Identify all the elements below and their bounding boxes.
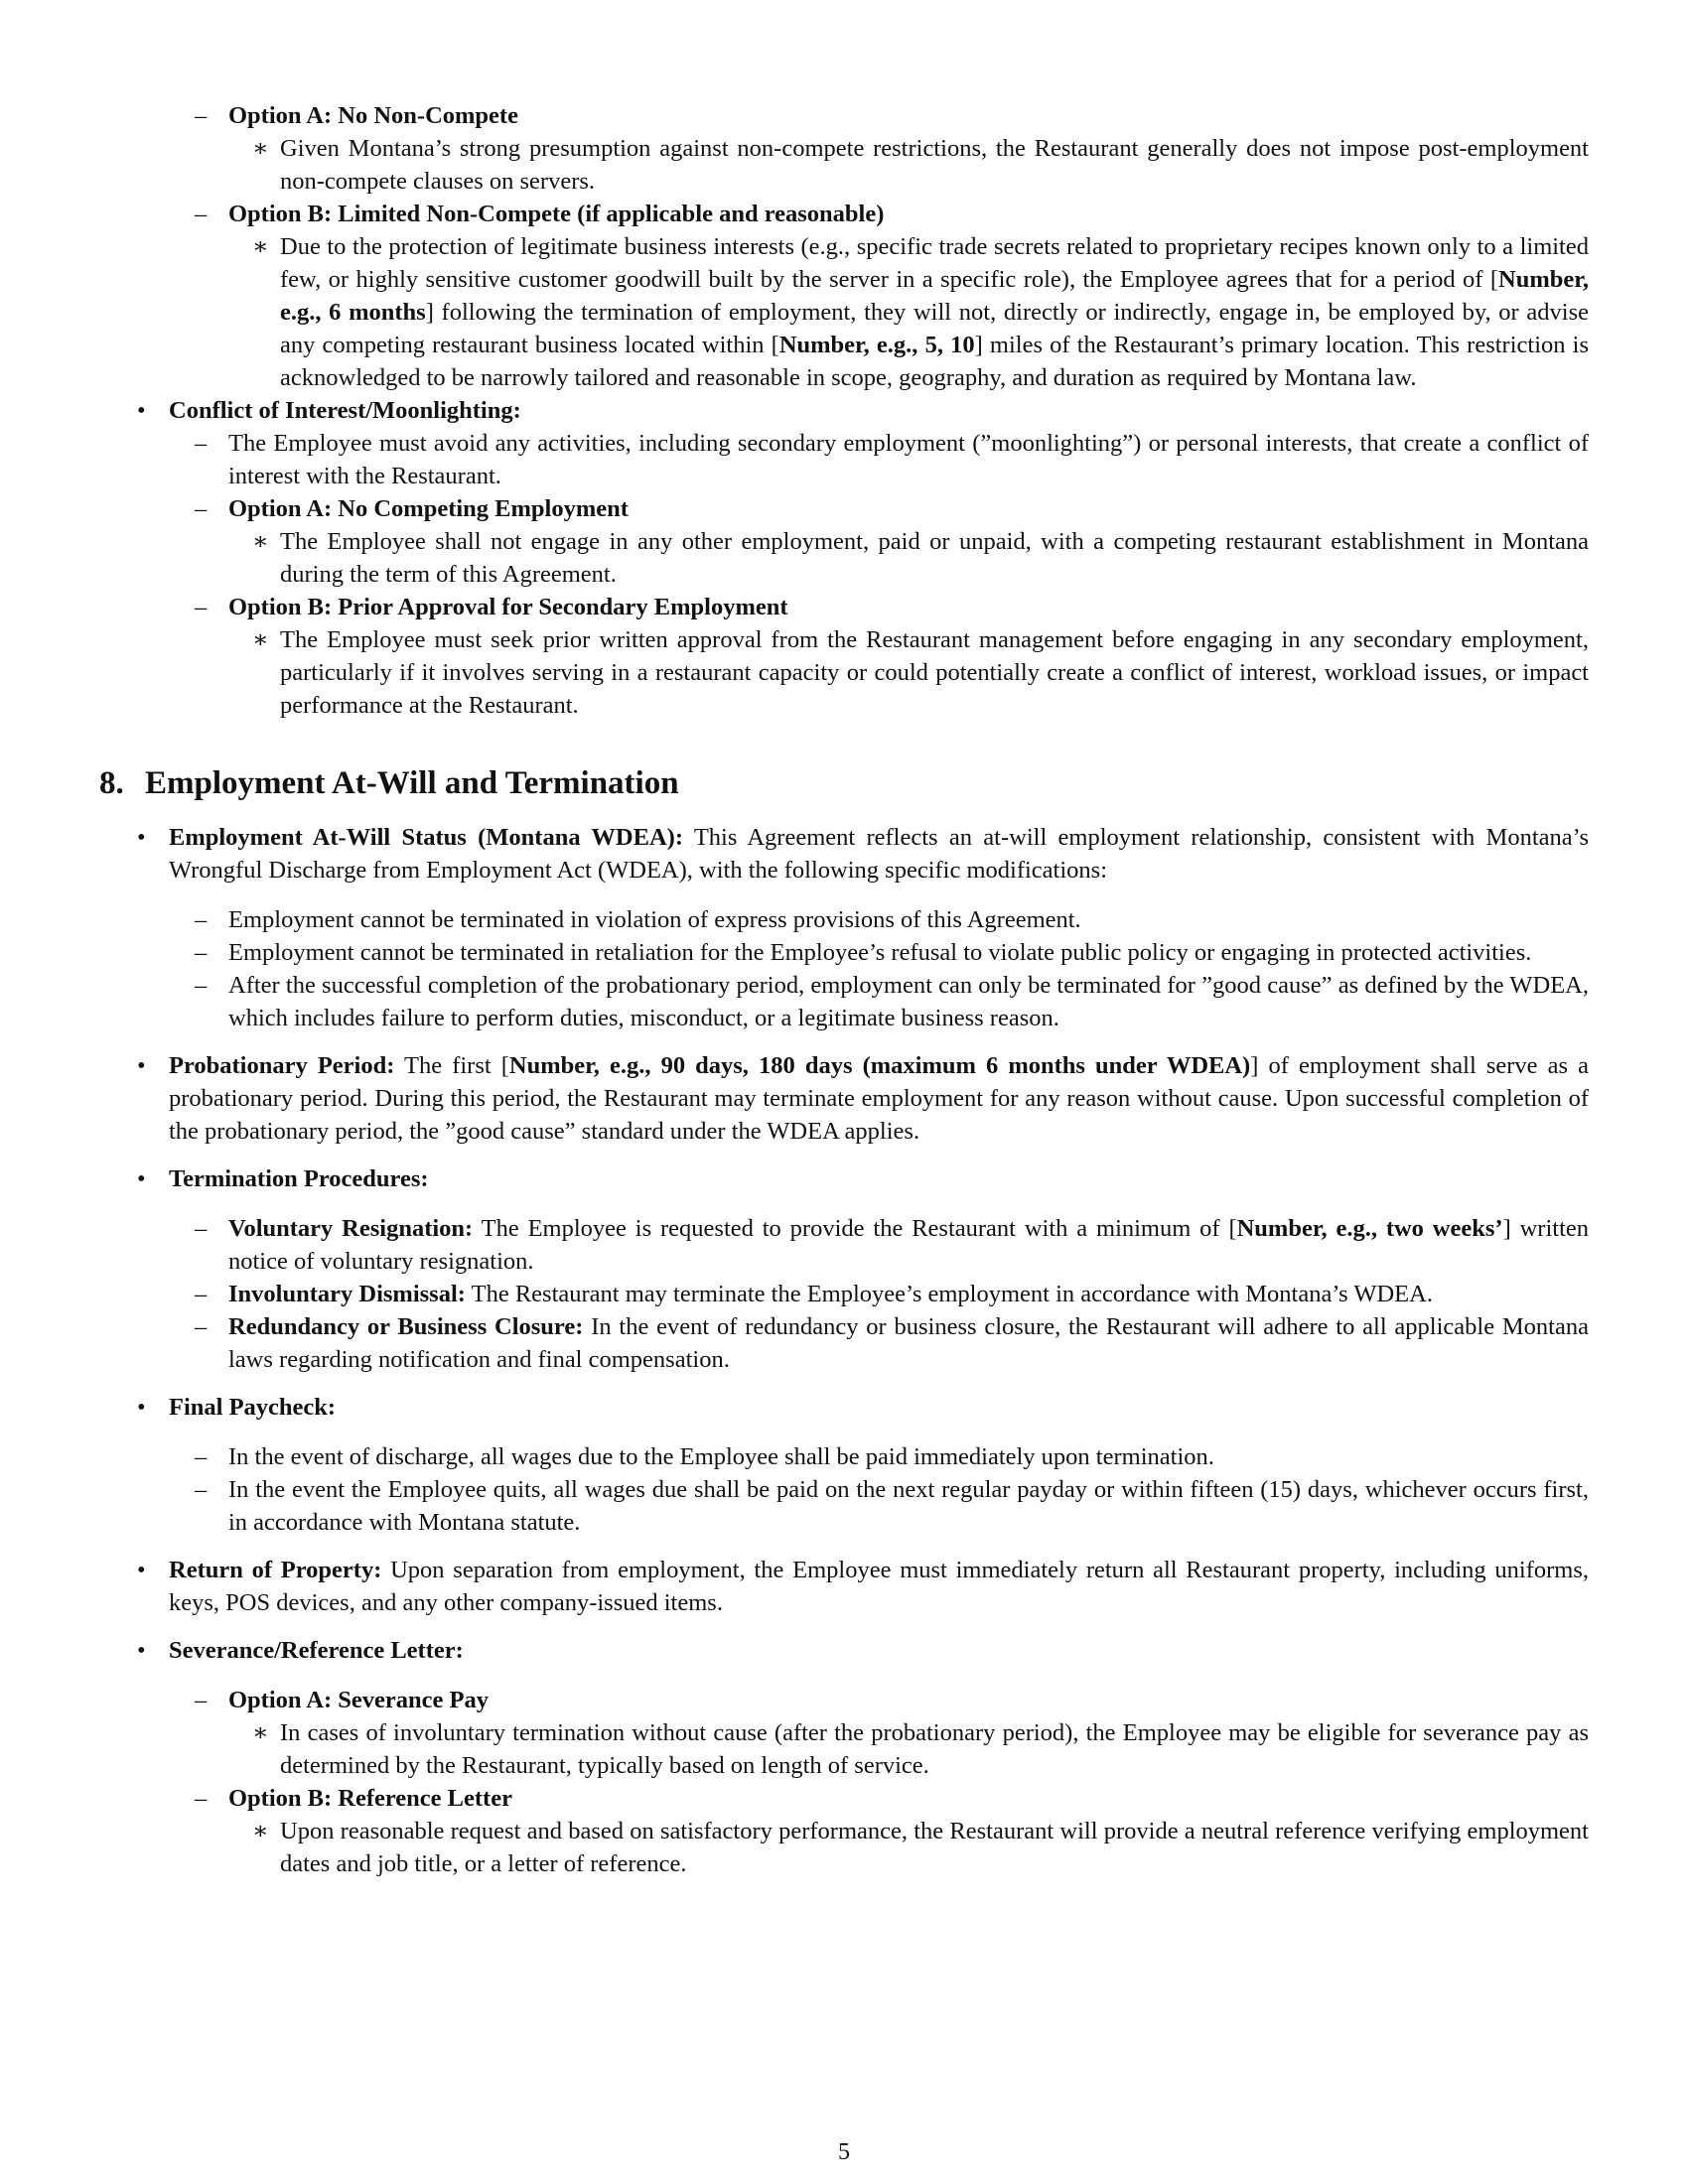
dash-marker: – [195,102,208,129]
star-marker: ∗ [252,233,269,260]
at-will-sub-item [99,903,1589,936]
conflict-option-a-detail [99,525,1589,591]
conflict-option-b [99,591,1589,623]
star-marker: ∗ [252,135,269,162]
text-segment: ] written notice of voluntary resignation. [228,1215,1590,1275]
text-segment: Due to the protection of legitimate business interests (e.g., specific trade secrets related to proprietary recipes known only to a limited few, or highly sensitive customer goodwill built by the server in a specific role), the Employee agrees that for a period of [ [280,233,1589,293]
option-title: Option B: Prior Approval for Secondary Employment [228,594,788,620]
page-content [99,99,1589,1880]
option-text: Upon reasonable request and based on satisfactory performance, the Restaurant will provide a neutral reference verifying employment dates and job title, or a letter of reference. [280,1818,1589,1877]
placeholder-miles: Number, e.g., 5, 10 [778,332,975,358]
bullet-marker: • [137,1165,146,1192]
dash-marker: – [195,1313,208,1340]
option-title: Option B: Reference Letter [228,1785,512,1812]
star-marker: ∗ [252,626,269,653]
non-compete-option-b [99,198,1589,230]
item-title: Severance/Reference Letter: [169,1637,464,1664]
at-will-sub-item [99,969,1589,1034]
option-text: Given Montana’s strong presumption against non-compete restrictions, the Restaurant generally does not impose post-employment non-compete clauses on servers. [280,135,1589,195]
option-title: Option A: No Non-Compete [228,102,518,129]
non-compete-option-a [99,99,1589,132]
final-paycheck-item [99,1391,1589,1424]
severance-option-a-detail [99,1716,1589,1782]
text-segment: The Employee is requested to provide the Restaurant with a minimum of [ [473,1215,1237,1242]
sub-item-title: Involuntary Dismissal: [228,1281,466,1307]
item-title: Employment At-Will Status (Montana WDEA): [169,824,683,851]
involuntary-dismissal [99,1278,1589,1310]
bullet-marker: • [137,1394,146,1421]
option-title: Option A: No Competing Employment [228,495,629,522]
item-text: Upon separation from employment, the Employee must immediately return all Restaurant property, including uniforms, keys, POS devices, and any other company-issued items. [169,1557,1589,1616]
placeholder-probation-length: Number, e.g., 90 days, 180 days (maximum 6 months under WDEA) [508,1052,1251,1079]
non-compete-option-a-detail [99,132,1589,198]
item-title: Probationary Period: [169,1052,395,1079]
final-paycheck-sub-item [99,1473,1589,1539]
option-text: In cases of involuntary termination without cause (after the probationary period), the Employee may be eligible for severance pay as determined by the Restaurant, typically based on length of service. [280,1719,1589,1779]
bullet-marker: • [137,824,146,851]
item-title: Termination Procedures: [169,1165,429,1192]
conflict-option-a [99,492,1589,525]
option-text: The Employee must seek prior written approval from the Restaurant management before engaging in any secondary employment, particularly if it involves serving in a restaurant capacity or could potentially create a conflict of interest, workload issues, or impact performance at the Restaurant. [280,626,1589,719]
dash-marker: – [195,1215,208,1242]
severance-option-a [99,1684,1589,1716]
item-text: This Agreement reflects an at-will employment relationship, consistent with Montana’s Wrongful Discharge from Employment Act (WDEA), with the following specific modifications: [169,824,1589,884]
sub-item-text: In the event of discharge, all wages due to the Employee shall be paid immediately upon termination. [228,1443,1214,1470]
sub-item-text: The Restaurant may terminate the Employee’s employment in accordance with Montana’s WDEA. [465,1281,1433,1307]
text-segment: The first [ [394,1052,509,1079]
dash-marker: – [195,906,208,933]
section-heading [99,763,1589,803]
voluntary-resignation [99,1212,1589,1278]
dash-marker: – [195,430,208,457]
non-compete-option-b-detail [99,230,1589,394]
item-title: Final Paycheck: [169,1394,337,1421]
dash-marker: – [195,972,208,999]
sub-item-text: In the event of redundancy or business closure, the Restaurant will adhere to all applicable Montana laws regarding notification and final compensation. [228,1313,1589,1373]
at-will-sub-item [99,936,1589,969]
option-title: Option B: Limited Non-Compete (if applicable and reasonable) [228,201,885,227]
dash-marker: – [195,495,208,522]
placeholder-duration: Number, e.g., 6 months [280,266,1589,326]
option-text: The Employee shall not engage in any other employment, paid or unpaid, with a competing restaurant establishment in Montana during the term of this Agreement. [280,528,1589,588]
section-title: Employment At-Will and Termination [145,765,679,801]
item-title: Conflict of Interest/Moonlighting: [169,397,521,424]
text-segment: ] following the termination of employment, they will not, directly or indirectly, engage in, be employed by, or advise any competing restaurant business located within [ [280,299,1589,358]
return-of-property-item [99,1554,1589,1619]
final-paycheck-sub-item [99,1440,1589,1473]
bullet-marker: • [137,397,146,424]
dash-marker: – [195,1281,208,1307]
text-segment: ] of employment shall serve as a probationary period. During this period, the Restaurant may terminate employment for any reason without cause. Upon successful completion of the probationary period, the ”good cause” standard under the WDEA applies. [169,1052,1590,1145]
star-marker: ∗ [252,528,269,555]
redundancy-closure [99,1310,1589,1376]
bullet-marker: • [137,1557,146,1583]
sub-item-title: Voluntary Resignation: [228,1215,474,1242]
item-title: Return of Property: [169,1557,382,1583]
star-marker: ∗ [252,1818,269,1844]
termination-procedures-item [99,1162,1589,1195]
sub-item-text: After the successful completion of the probationary period, employment can only be terminated for ”good cause” as defined by the WDEA, which includes failure to perform duties, misconduct, or a legitimate business reason. [228,972,1589,1031]
text-segment: ] miles of the Restaurant’s primary location. This restriction is acknowledged to be narrowly tailored and reasonable in scope, geography, and duration as required by Montana law. [280,332,1589,391]
conflict-of-interest-item [99,394,1589,427]
dash-marker: – [195,1785,208,1812]
sub-item-text: In the event the Employee quits, all wages due shall be paid on the next regular payday or within fifteen (15) days, whichever occurs first, in accordance with Montana statute. [228,1476,1589,1536]
bullet-marker: • [137,1637,146,1664]
sub-item-text: Employment cannot be terminated in retaliation for the Employee’s refusal to violate public policy or engaging in protected activities. [228,939,1532,966]
severance-option-b-detail [99,1815,1589,1880]
at-will-item [99,821,1589,887]
dash-marker: – [195,1687,208,1713]
bullet-marker: • [137,1052,146,1079]
placeholder-notice-period: Number, e.g., two weeks’ [1236,1215,1503,1242]
star-marker: ∗ [252,1719,269,1746]
dash-marker: – [195,201,208,227]
conflict-option-b-detail [99,623,1589,722]
probationary-period-item [99,1049,1589,1148]
section-number: 8. [99,765,124,801]
severance-option-b [99,1782,1589,1815]
item-text: The Employee must avoid any activities, including secondary employment (”moonlighting”) or personal interests, that create a conflict of interest with the Restaurant. [228,430,1589,489]
sub-item-text: Employment cannot be terminated in violation of express provisions of this Agreement. [228,906,1081,933]
page-number: 5 [838,2139,850,2165]
sub-item-title: Redundancy or Business Closure: [228,1313,584,1340]
dash-marker: – [195,594,208,620]
dash-marker: – [195,939,208,966]
dash-marker: – [195,1476,208,1503]
option-title: Option A: Severance Pay [228,1687,489,1713]
severance-reference-item [99,1634,1589,1667]
conflict-description [99,427,1589,492]
dash-marker: – [195,1443,208,1470]
